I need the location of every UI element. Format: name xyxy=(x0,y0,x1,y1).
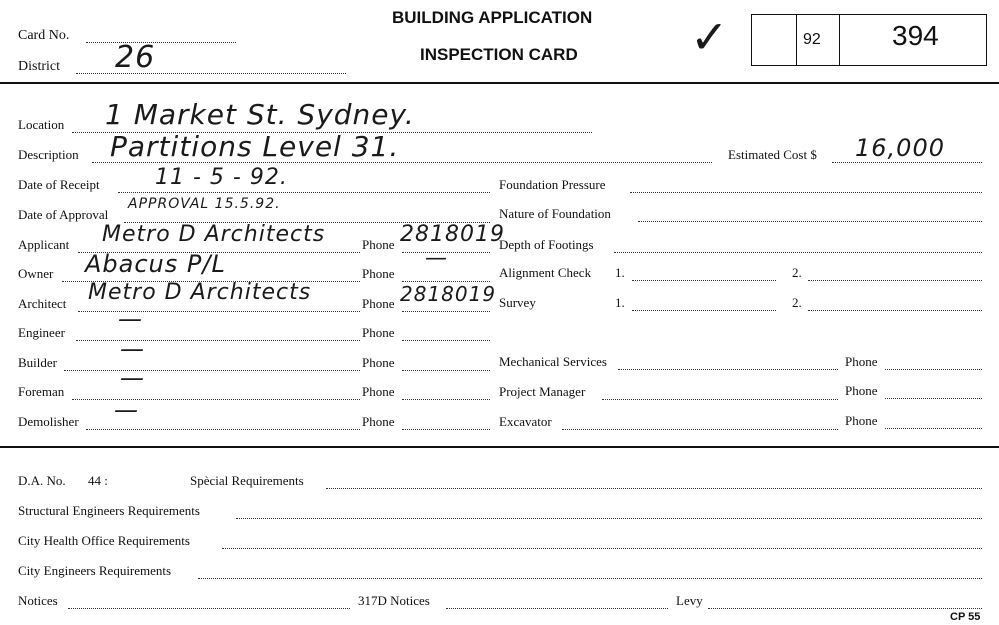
location-value: 1 Market St. Sydney. xyxy=(105,98,415,131)
project-manager-phone-label: Phone xyxy=(845,383,878,398)
engineer-dotted-line xyxy=(76,340,360,341)
foundation-pressure-label: Foundation Pressure xyxy=(499,177,606,192)
applicant-phone-label: Phone xyxy=(362,237,395,252)
owner-phone-label: Phone xyxy=(362,266,395,281)
foundation-pressure-dotted-line xyxy=(630,192,982,193)
depth-of-footings-dotted-line xyxy=(614,252,982,253)
structural-engineers-dotted-line xyxy=(236,518,982,519)
date-of-approval-value: APPROVAL 15.5.92. xyxy=(128,196,281,212)
description-label: Description xyxy=(18,147,79,162)
survey-2-dotted-line xyxy=(808,310,982,311)
demolisher-phone-dotted-line xyxy=(402,429,490,430)
architect-phone-label: Phone xyxy=(362,296,395,311)
special-requirements-label: Spècial Requirements xyxy=(190,473,304,488)
structural-engineers-label: Structural Engineers Requirements xyxy=(18,503,200,518)
card-no-dotted-line xyxy=(86,42,236,43)
demolisher-label: Demolisher xyxy=(18,414,79,429)
engineer-phone-dotted-line xyxy=(402,340,490,341)
description-value: Partitions Level 31. xyxy=(110,130,400,163)
applicant-phone-value: 2818019 xyxy=(400,222,505,247)
city-engineers-label: City Engineers Requirements xyxy=(18,563,172,578)
engineer-value: — xyxy=(118,305,143,333)
excavator-label: Excavator xyxy=(499,414,552,429)
estimated-cost-label: Estimated Cost $ xyxy=(728,147,817,162)
foreman-label: Foreman xyxy=(18,384,65,399)
city-engineers-dotted-line xyxy=(198,578,982,579)
project-manager-label: Project Manager xyxy=(499,384,586,399)
owner-label: Owner xyxy=(18,266,54,281)
builder-dotted-line xyxy=(64,370,360,371)
architect-label: Architect xyxy=(18,296,67,311)
levy-dotted-line xyxy=(708,608,982,609)
mechanical-services-dotted-line xyxy=(618,369,838,370)
city-health-label: City Health Office Requirements xyxy=(18,533,190,548)
nature-of-foundation-dotted-line xyxy=(638,221,982,222)
survey-1-label: 1. xyxy=(615,295,625,310)
applicant-value: Metro D Architects xyxy=(102,222,326,247)
foreman-value: — xyxy=(120,364,145,392)
mechanical-services-phone-label: Phone xyxy=(845,354,878,369)
card-no-label: Card No. xyxy=(18,28,70,43)
title-line-2: INSPECTION CARD xyxy=(420,45,578,64)
foreman-phone-dotted-line xyxy=(402,399,490,400)
card-code: 92 xyxy=(803,31,821,48)
owner-value: Abacus P/L xyxy=(85,250,226,278)
location-label: Location xyxy=(18,117,65,132)
mechanical-services-label: Mechanical Services xyxy=(499,354,607,369)
excavator-dotted-line xyxy=(562,429,838,430)
check-mark-icon: ✓ xyxy=(690,10,730,64)
engineer-label: Engineer xyxy=(18,325,65,340)
survey-1-dotted-line xyxy=(632,310,776,311)
foreman-phone-label: Phone xyxy=(362,384,395,399)
notices-317d-dotted-line xyxy=(446,608,668,609)
levy-label: Levy xyxy=(676,593,703,608)
depth-of-footings-label: Depth of Footings xyxy=(499,237,594,252)
estimated-cost-value: 16,000 xyxy=(855,134,945,162)
date-of-receipt-dotted-line xyxy=(118,192,490,193)
demolisher-phone-label: Phone xyxy=(362,414,395,429)
builder-value: — xyxy=(120,335,145,363)
card-number-box xyxy=(751,14,987,66)
project-manager-dotted-line xyxy=(602,399,838,400)
da-no-label: D.A. No. xyxy=(18,473,66,488)
notices-317d-label: 317D Notices xyxy=(358,593,430,608)
project-manager-phone-dotted-line xyxy=(885,398,982,399)
builder-phone-label: Phone xyxy=(362,355,395,370)
mechanical-services-phone-dotted-line xyxy=(885,369,982,370)
notices-dotted-line xyxy=(68,608,350,609)
date-of-approval-label: Date of Approval xyxy=(18,207,109,222)
date-of-receipt-value: 11 - 5 - 92. xyxy=(155,165,288,190)
owner-phone-value: — xyxy=(425,246,448,271)
alignment-check-1-dotted-line xyxy=(632,280,776,281)
estimated-cost-dotted-line xyxy=(832,162,982,163)
excavator-phone-dotted-line xyxy=(885,428,982,429)
date-of-receipt-label: Date of Receipt xyxy=(18,177,100,192)
demolisher-value: — xyxy=(114,396,139,424)
title-line-1: BUILDING APPLICATION xyxy=(392,8,593,27)
alignment-check-1-label: 1. xyxy=(615,265,625,280)
notices-label: Notices xyxy=(18,593,58,608)
architect-phone-value: 2818019 xyxy=(400,282,497,306)
builder-phone-dotted-line xyxy=(402,370,490,371)
card-number: 394 xyxy=(892,20,939,51)
district-value: 26 xyxy=(115,40,156,75)
survey-label: Survey xyxy=(499,295,536,310)
demolisher-dotted-line xyxy=(86,429,360,430)
engineer-phone-label: Phone xyxy=(362,325,395,340)
alignment-check-2-dotted-line xyxy=(808,280,982,281)
builder-label: Builder xyxy=(18,355,57,370)
nature-of-foundation-label: Nature of Foundation xyxy=(499,206,611,221)
district-label: District xyxy=(18,59,60,74)
da-no-value: 44 : xyxy=(88,473,108,488)
survey-2-label: 2. xyxy=(792,295,802,310)
section-rule xyxy=(0,446,999,448)
excavator-phone-label: Phone xyxy=(845,413,878,428)
alignment-check-2-label: 2. xyxy=(792,265,802,280)
city-health-dotted-line xyxy=(222,548,982,549)
architect-phone-dotted-line xyxy=(402,311,490,312)
form-code: CP 55 xyxy=(950,611,981,623)
alignment-check-label: Alignment Check xyxy=(499,265,592,280)
special-requirements-dotted-line xyxy=(326,488,982,489)
applicant-label: Applicant xyxy=(18,237,70,252)
architect-value: Metro D Architects xyxy=(88,280,312,305)
header-rule xyxy=(0,82,999,84)
